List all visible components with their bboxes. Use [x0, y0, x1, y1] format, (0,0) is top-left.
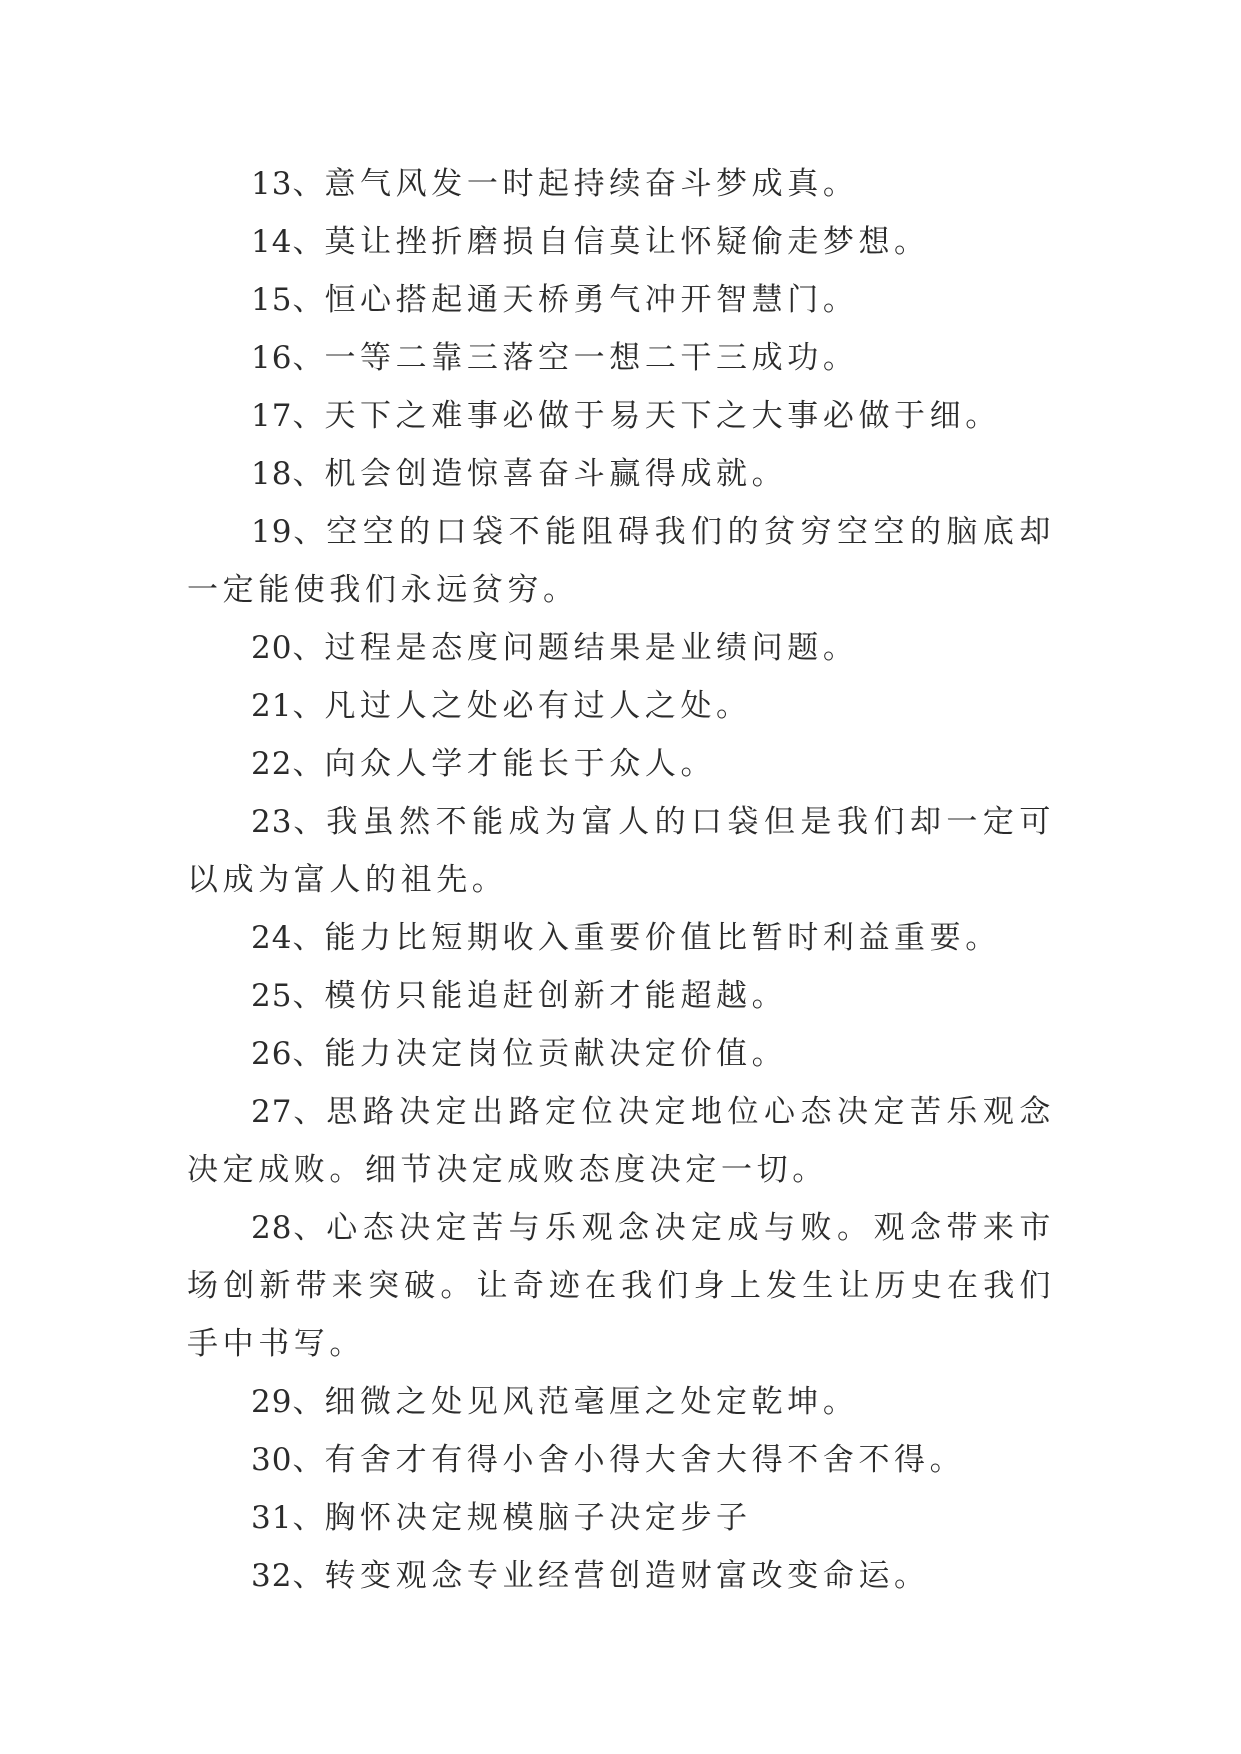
item-number: 31、 [251, 1500, 325, 1536]
item-number: 24、 [251, 920, 325, 956]
item-number: 18、 [251, 456, 325, 492]
item-text: 胸怀决定规模脑子决定步子 [324, 1500, 752, 1536]
item-text: 有舍才有得小舍小得大舍大得不舍不得。 [324, 1442, 966, 1478]
item-text: 空空的口袋不能阻碍我们的贫穷空空的脑底却一定能使我们永远贫穷。 [187, 514, 1055, 608]
list-item [187, 909, 1055, 967]
item-number: 21、 [251, 688, 325, 724]
list-item [187, 1025, 1055, 1083]
list-item [187, 735, 1055, 793]
list-item [187, 213, 1055, 271]
item-number: 23、 [251, 804, 327, 840]
item-number: 22、 [251, 746, 325, 782]
item-text: 模仿只能追赶创新才能超越。 [324, 978, 788, 1014]
list-item [187, 619, 1055, 677]
list-item [187, 387, 1055, 445]
item-text: 心态决定苦与乐观念决定成与败。观念带来市场创新带来突破。让奇迹在我们身上发生让历史在我们手中书写。 [187, 1210, 1055, 1362]
item-text: 我虽然不能成为富人的口袋但是我们却一定可以成为富人的祖先。 [187, 804, 1055, 898]
item-number: 29、 [251, 1384, 325, 1420]
item-text: 能力比短期收入重要价值比暂时利益重要。 [324, 920, 1001, 956]
item-number: 15、 [251, 282, 325, 318]
list-item [187, 329, 1055, 387]
list-item [187, 1489, 1055, 1547]
document-body [187, 155, 1055, 1605]
item-number: 20、 [251, 630, 325, 666]
list-item [187, 1083, 1055, 1199]
list-item [187, 1373, 1055, 1431]
list-item [187, 967, 1055, 1025]
list-item [187, 1547, 1055, 1605]
item-number: 19、 [251, 514, 327, 550]
item-number: 30、 [251, 1442, 325, 1478]
item-text: 转变观念专业经营创造财富改变命运。 [324, 1558, 930, 1594]
item-text: 一等二靠三落空一想二干三成功。 [324, 340, 859, 376]
list-item [187, 503, 1055, 619]
list-item [187, 1431, 1055, 1489]
list-item [187, 271, 1055, 329]
list-item [187, 445, 1055, 503]
item-text: 能力决定岗位贡献决定价值。 [324, 1036, 788, 1072]
item-text: 机会创造惊喜奋斗赢得成就。 [324, 456, 788, 492]
list-item [187, 677, 1055, 735]
item-text: 向众人学才能长于众人。 [324, 746, 717, 782]
item-text: 恒心搭起通天桥勇气冲开智慧门。 [324, 282, 859, 318]
list-item [187, 155, 1055, 213]
item-text: 凡过人之处必有过人之处。 [324, 688, 752, 724]
item-text: 过程是态度问题结果是业绩问题。 [324, 630, 859, 666]
item-number: 14、 [251, 224, 325, 260]
item-number: 32、 [251, 1558, 325, 1594]
item-number: 13、 [251, 166, 325, 202]
item-text: 莫让挫折磨损自信莫让怀疑偷走梦想。 [324, 224, 930, 260]
item-number: 17、 [251, 398, 325, 434]
list-item [187, 793, 1055, 909]
item-number: 16、 [251, 340, 325, 376]
item-number: 25、 [251, 978, 325, 1014]
item-number: 28、 [251, 1210, 327, 1246]
item-text: 思路决定出路定位决定地位心态决定苦乐观念决定成败。细节决定成败态度决定一切。 [187, 1094, 1055, 1188]
item-text: 细微之处见风范毫厘之处定乾坤。 [324, 1384, 859, 1420]
item-text: 天下之难事必做于易天下之大事必做于细。 [324, 398, 1001, 434]
item-text: 意气风发一时起持续奋斗梦成真。 [324, 166, 859, 202]
list-item [187, 1199, 1055, 1373]
item-number: 26、 [251, 1036, 325, 1072]
item-number: 27、 [251, 1094, 327, 1130]
